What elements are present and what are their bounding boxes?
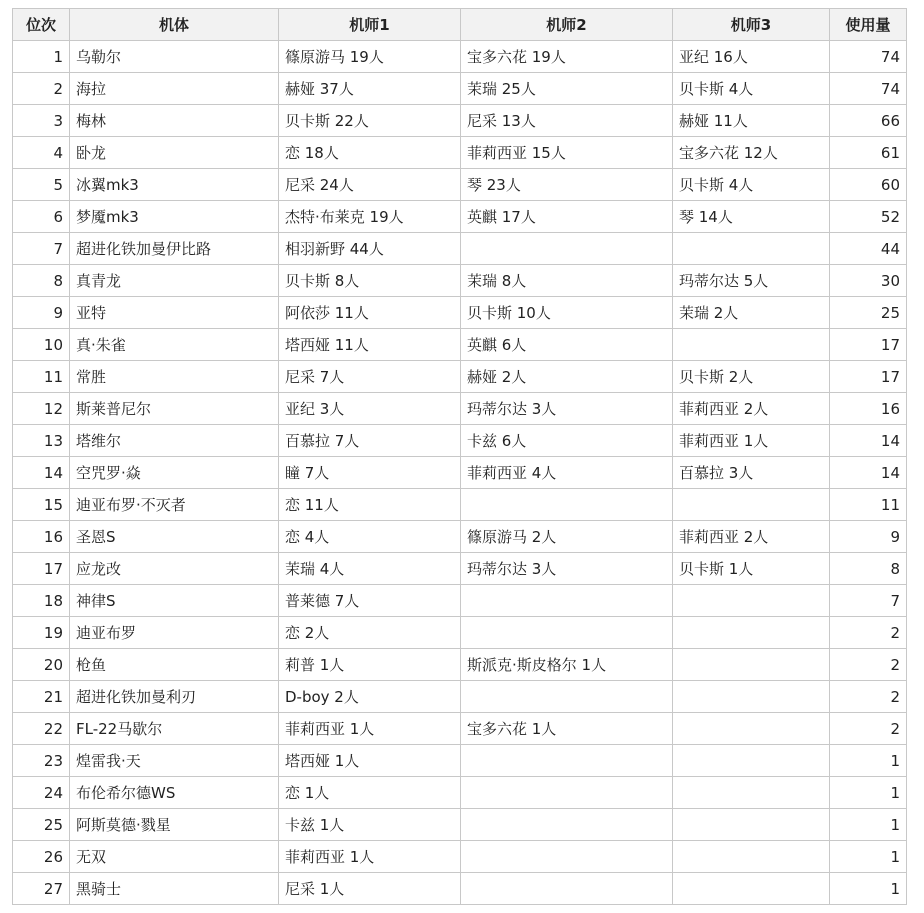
pilot-2-cell: 玛蒂尔达 3人 bbox=[461, 393, 673, 425]
table-row bbox=[13, 457, 907, 489]
table-row bbox=[13, 553, 907, 585]
rank-cell: 14 bbox=[13, 457, 70, 489]
mech-cell: 煌雷我·天 bbox=[70, 745, 279, 777]
usage-cell: 1 bbox=[830, 745, 907, 777]
header-pilot-1: 机师1 bbox=[279, 9, 461, 41]
pilot-2-cell: 英麒 6人 bbox=[461, 329, 673, 361]
mech-cell: 应龙改 bbox=[70, 553, 279, 585]
pilot-1-cell: D-boy 2人 bbox=[279, 681, 461, 713]
mech-cell: 迪亚布罗·不灭者 bbox=[70, 489, 279, 521]
mech-cell: 塔维尔 bbox=[70, 425, 279, 457]
pilot-2-cell bbox=[461, 809, 673, 841]
pilot-3-cell bbox=[673, 873, 830, 905]
rank-cell: 2 bbox=[13, 73, 70, 105]
pilot-1-cell: 赫娅 37人 bbox=[279, 73, 461, 105]
rank-cell: 6 bbox=[13, 201, 70, 233]
pilot-1-cell: 篠原游马 19人 bbox=[279, 41, 461, 73]
table-row bbox=[13, 489, 907, 521]
mech-cell: 超进化铁加曼利刃 bbox=[70, 681, 279, 713]
usage-cell: 14 bbox=[830, 457, 907, 489]
pilot-2-cell bbox=[461, 233, 673, 265]
table-row bbox=[13, 745, 907, 777]
pilot-3-cell bbox=[673, 489, 830, 521]
table-row bbox=[13, 713, 907, 745]
pilot-3-cell: 赫娅 11人 bbox=[673, 105, 830, 137]
table-row bbox=[13, 361, 907, 393]
mech-cell: 圣恩S bbox=[70, 521, 279, 553]
pilot-2-cell bbox=[461, 745, 673, 777]
pilot-1-cell: 杰特·布莱克 19人 bbox=[279, 201, 461, 233]
pilot-1-cell: 百慕拉 7人 bbox=[279, 425, 461, 457]
table-row bbox=[13, 585, 907, 617]
table-row bbox=[13, 233, 907, 265]
pilot-1-cell: 尼采 1人 bbox=[279, 873, 461, 905]
usage-cell: 9 bbox=[830, 521, 907, 553]
pilot-3-cell: 茉瑞 2人 bbox=[673, 297, 830, 329]
table-row bbox=[13, 393, 907, 425]
pilot-2-cell: 菲莉西亚 4人 bbox=[461, 457, 673, 489]
usage-cell: 2 bbox=[830, 617, 907, 649]
pilot-3-cell: 宝多六花 12人 bbox=[673, 137, 830, 169]
usage-ranking-table-container bbox=[12, 8, 907, 905]
pilot-3-cell bbox=[673, 617, 830, 649]
rank-cell: 13 bbox=[13, 425, 70, 457]
rank-cell: 26 bbox=[13, 841, 70, 873]
table-row bbox=[13, 73, 907, 105]
mech-cell: FL-22马歇尔 bbox=[70, 713, 279, 745]
pilot-3-cell: 菲莉西亚 2人 bbox=[673, 521, 830, 553]
header-mech: 机体 bbox=[70, 9, 279, 41]
usage-cell: 1 bbox=[830, 841, 907, 873]
mech-cell: 空咒罗·焱 bbox=[70, 457, 279, 489]
mech-cell: 冰翼mk3 bbox=[70, 169, 279, 201]
pilot-1-cell: 塔西娅 1人 bbox=[279, 745, 461, 777]
table-row bbox=[13, 777, 907, 809]
mech-cell: 无双 bbox=[70, 841, 279, 873]
rank-cell: 15 bbox=[13, 489, 70, 521]
mech-cell: 亚特 bbox=[70, 297, 279, 329]
usage-cell: 61 bbox=[830, 137, 907, 169]
pilot-3-cell: 贝卡斯 4人 bbox=[673, 73, 830, 105]
pilot-2-cell: 贝卡斯 10人 bbox=[461, 297, 673, 329]
pilot-2-cell bbox=[461, 681, 673, 713]
rank-cell: 20 bbox=[13, 649, 70, 681]
rank-cell: 8 bbox=[13, 265, 70, 297]
table-row bbox=[13, 105, 907, 137]
mech-cell: 阿斯莫德·戮星 bbox=[70, 809, 279, 841]
pilot-1-cell: 恋 1人 bbox=[279, 777, 461, 809]
pilot-2-cell bbox=[461, 777, 673, 809]
pilot-1-cell: 恋 4人 bbox=[279, 521, 461, 553]
rank-cell: 4 bbox=[13, 137, 70, 169]
pilot-1-cell: 贝卡斯 22人 bbox=[279, 105, 461, 137]
pilot-3-cell: 菲莉西亚 2人 bbox=[673, 393, 830, 425]
rank-cell: 9 bbox=[13, 297, 70, 329]
usage-cell: 66 bbox=[830, 105, 907, 137]
mech-cell: 迪亚布罗 bbox=[70, 617, 279, 649]
pilot-1-cell: 卡兹 1人 bbox=[279, 809, 461, 841]
pilot-3-cell: 亚纪 16人 bbox=[673, 41, 830, 73]
table-row bbox=[13, 617, 907, 649]
pilot-1-cell: 贝卡斯 8人 bbox=[279, 265, 461, 297]
pilot-1-cell: 尼采 24人 bbox=[279, 169, 461, 201]
table-row bbox=[13, 841, 907, 873]
rank-cell: 17 bbox=[13, 553, 70, 585]
mech-cell: 斯莱普尼尔 bbox=[70, 393, 279, 425]
usage-cell: 44 bbox=[830, 233, 907, 265]
usage-cell: 1 bbox=[830, 873, 907, 905]
usage-cell: 14 bbox=[830, 425, 907, 457]
usage-cell: 25 bbox=[830, 297, 907, 329]
pilot-3-cell: 琴 14人 bbox=[673, 201, 830, 233]
mech-cell: 黑骑士 bbox=[70, 873, 279, 905]
pilot-1-cell: 瞳 7人 bbox=[279, 457, 461, 489]
usage-cell: 1 bbox=[830, 809, 907, 841]
pilot-2-cell: 宝多六花 1人 bbox=[461, 713, 673, 745]
pilot-2-cell bbox=[461, 873, 673, 905]
pilot-2-cell: 菲莉西亚 15人 bbox=[461, 137, 673, 169]
rank-cell: 5 bbox=[13, 169, 70, 201]
rank-cell: 19 bbox=[13, 617, 70, 649]
table-row bbox=[13, 329, 907, 361]
mech-cell: 真青龙 bbox=[70, 265, 279, 297]
pilot-3-cell bbox=[673, 777, 830, 809]
pilot-1-cell: 相羽新野 44人 bbox=[279, 233, 461, 265]
table-row bbox=[13, 809, 907, 841]
usage-cell: 16 bbox=[830, 393, 907, 425]
pilot-3-cell: 菲莉西亚 1人 bbox=[673, 425, 830, 457]
pilot-3-cell bbox=[673, 649, 830, 681]
pilot-3-cell bbox=[673, 585, 830, 617]
rank-cell: 21 bbox=[13, 681, 70, 713]
rank-cell: 27 bbox=[13, 873, 70, 905]
pilot-3-cell: 贝卡斯 1人 bbox=[673, 553, 830, 585]
header-pilot-2: 机师2 bbox=[461, 9, 673, 41]
rank-cell: 11 bbox=[13, 361, 70, 393]
usage-cell: 2 bbox=[830, 713, 907, 745]
usage-cell: 8 bbox=[830, 553, 907, 585]
rank-cell: 3 bbox=[13, 105, 70, 137]
pilot-2-cell: 卡兹 6人 bbox=[461, 425, 673, 457]
table-header-row bbox=[13, 9, 907, 41]
table-row bbox=[13, 681, 907, 713]
table-row bbox=[13, 137, 907, 169]
pilot-1-cell: 恋 2人 bbox=[279, 617, 461, 649]
usage-cell: 2 bbox=[830, 649, 907, 681]
rank-cell: 12 bbox=[13, 393, 70, 425]
mech-cell: 神律S bbox=[70, 585, 279, 617]
pilot-2-cell bbox=[461, 841, 673, 873]
table-row bbox=[13, 425, 907, 457]
header-usage: 使用量 bbox=[830, 9, 907, 41]
table-row bbox=[13, 649, 907, 681]
rank-cell: 7 bbox=[13, 233, 70, 265]
pilot-1-cell: 恋 18人 bbox=[279, 137, 461, 169]
rank-cell: 18 bbox=[13, 585, 70, 617]
usage-cell: 60 bbox=[830, 169, 907, 201]
pilot-3-cell bbox=[673, 329, 830, 361]
header-pilot-3: 机师3 bbox=[673, 9, 830, 41]
usage-cell: 7 bbox=[830, 585, 907, 617]
header-rank: 位次 bbox=[13, 9, 70, 41]
usage-cell: 17 bbox=[830, 361, 907, 393]
usage-cell: 1 bbox=[830, 777, 907, 809]
pilot-2-cell bbox=[461, 585, 673, 617]
mech-cell: 布伦希尔德WS bbox=[70, 777, 279, 809]
pilot-1-cell: 菲莉西亚 1人 bbox=[279, 841, 461, 873]
mech-cell: 乌勒尔 bbox=[70, 41, 279, 73]
mech-cell: 卧龙 bbox=[70, 137, 279, 169]
pilot-2-cell: 尼采 13人 bbox=[461, 105, 673, 137]
pilot-1-cell: 阿依莎 11人 bbox=[279, 297, 461, 329]
table-row bbox=[13, 41, 907, 73]
pilot-3-cell bbox=[673, 233, 830, 265]
usage-cell: 74 bbox=[830, 73, 907, 105]
table-row bbox=[13, 873, 907, 905]
pilot-3-cell bbox=[673, 713, 830, 745]
rank-cell: 22 bbox=[13, 713, 70, 745]
usage-cell: 74 bbox=[830, 41, 907, 73]
pilot-3-cell: 百慕拉 3人 bbox=[673, 457, 830, 489]
usage-cell: 2 bbox=[830, 681, 907, 713]
rank-cell: 23 bbox=[13, 745, 70, 777]
usage-ranking-table bbox=[12, 8, 907, 905]
pilot-3-cell bbox=[673, 745, 830, 777]
pilot-1-cell: 茉瑞 4人 bbox=[279, 553, 461, 585]
mech-cell: 真·朱雀 bbox=[70, 329, 279, 361]
table-row bbox=[13, 521, 907, 553]
pilot-1-cell: 菲莉西亚 1人 bbox=[279, 713, 461, 745]
mech-cell: 梦魇mk3 bbox=[70, 201, 279, 233]
pilot-2-cell: 茉瑞 25人 bbox=[461, 73, 673, 105]
pilot-2-cell: 茉瑞 8人 bbox=[461, 265, 673, 297]
pilot-2-cell: 琴 23人 bbox=[461, 169, 673, 201]
pilot-3-cell: 玛蒂尔达 5人 bbox=[673, 265, 830, 297]
pilot-3-cell bbox=[673, 681, 830, 713]
table-row bbox=[13, 265, 907, 297]
usage-cell: 17 bbox=[830, 329, 907, 361]
pilot-3-cell: 贝卡斯 4人 bbox=[673, 169, 830, 201]
pilot-2-cell: 赫娅 2人 bbox=[461, 361, 673, 393]
table-row bbox=[13, 169, 907, 201]
mech-cell: 常胜 bbox=[70, 361, 279, 393]
rank-cell: 16 bbox=[13, 521, 70, 553]
rank-cell: 10 bbox=[13, 329, 70, 361]
rank-cell: 25 bbox=[13, 809, 70, 841]
pilot-2-cell: 篠原游马 2人 bbox=[461, 521, 673, 553]
table-row bbox=[13, 201, 907, 233]
usage-cell: 11 bbox=[830, 489, 907, 521]
pilot-2-cell: 英麒 17人 bbox=[461, 201, 673, 233]
pilot-1-cell: 亚纪 3人 bbox=[279, 393, 461, 425]
mech-cell: 海拉 bbox=[70, 73, 279, 105]
pilot-2-cell: 玛蒂尔达 3人 bbox=[461, 553, 673, 585]
pilot-2-cell bbox=[461, 489, 673, 521]
pilot-2-cell: 斯派克·斯皮格尔 1人 bbox=[461, 649, 673, 681]
pilot-1-cell: 莉普 1人 bbox=[279, 649, 461, 681]
pilot-1-cell: 普莱德 7人 bbox=[279, 585, 461, 617]
pilot-3-cell: 贝卡斯 2人 bbox=[673, 361, 830, 393]
rank-cell: 24 bbox=[13, 777, 70, 809]
table-row bbox=[13, 297, 907, 329]
table-body bbox=[13, 41, 907, 905]
pilot-1-cell: 尼采 7人 bbox=[279, 361, 461, 393]
pilot-2-cell: 宝多六花 19人 bbox=[461, 41, 673, 73]
pilot-2-cell bbox=[461, 617, 673, 649]
pilot-3-cell bbox=[673, 841, 830, 873]
mech-cell: 梅林 bbox=[70, 105, 279, 137]
mech-cell: 超进化铁加曼伊比路 bbox=[70, 233, 279, 265]
usage-cell: 52 bbox=[830, 201, 907, 233]
usage-cell: 30 bbox=[830, 265, 907, 297]
pilot-3-cell bbox=[673, 809, 830, 841]
mech-cell: 枪鱼 bbox=[70, 649, 279, 681]
rank-cell: 1 bbox=[13, 41, 70, 73]
pilot-1-cell: 恋 11人 bbox=[279, 489, 461, 521]
pilot-1-cell: 塔西娅 11人 bbox=[279, 329, 461, 361]
